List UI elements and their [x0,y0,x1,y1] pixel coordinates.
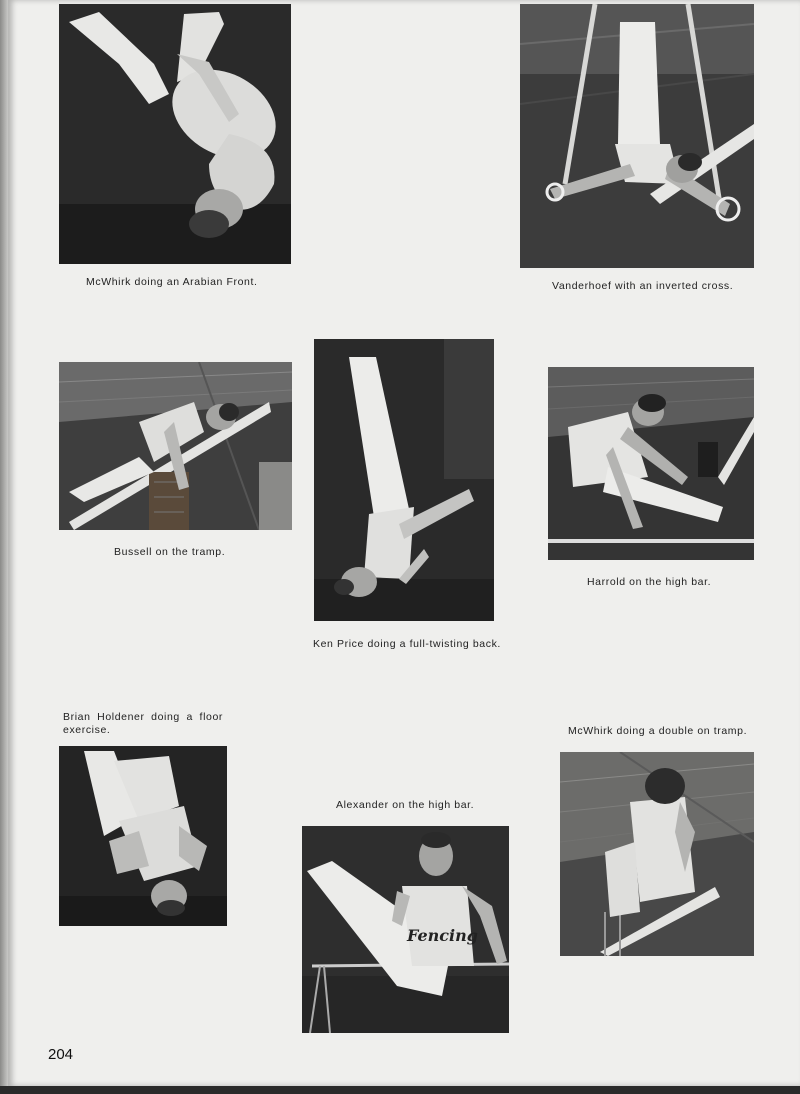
photo-harrold-high-bar [548,367,754,560]
binding-gutter [0,0,8,1094]
photo-bussell-tramp [59,362,292,530]
page-bottom-edge [0,1086,800,1094]
shirt-lettering: Fencing [407,926,478,945]
caption-mcwhirk-double: McWhirk doing a double on tramp. [568,725,748,737]
caption-harrold-high-bar: Harrold on the high bar. [587,576,712,588]
caption-bussell-tramp: Bussell on the tramp. [114,546,226,558]
page-number: 204 [48,1046,74,1063]
caption-alexander-high-bar: Alexander on the high bar. [336,799,475,811]
photo-holdener-floor [59,746,227,926]
caption-holdener-floor: Brian Holdener doing a floor exercise. [63,711,223,736]
caption-vanderhoef-inverted-cross: Vanderhoef with an inverted cross. [552,280,734,292]
photo-mcwhirk-arabian-front [59,4,291,264]
caption-mcwhirk-arabian-front: McWhirk doing an Arabian Front. [86,276,258,288]
photo-alexander-high-bar [302,826,509,1033]
photo-mcwhirk-double [560,752,754,956]
photo-price-full-twisting [314,339,494,621]
photo-vanderhoef-inverted-cross [520,4,754,268]
caption-price-full-twisting: Ken Price doing a full-twisting back. [313,638,501,650]
